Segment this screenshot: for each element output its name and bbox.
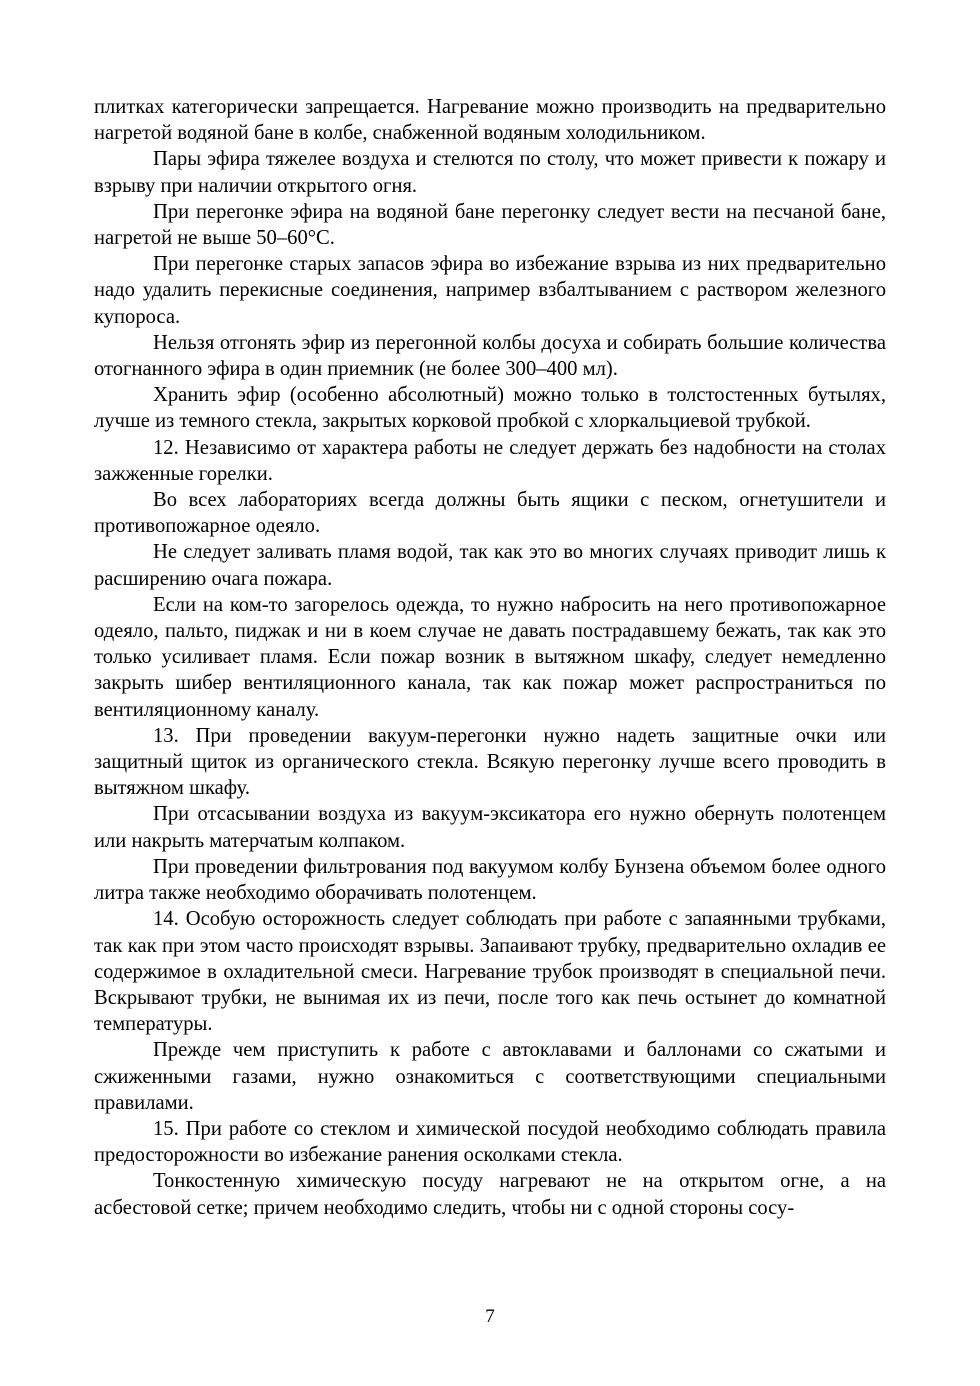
paragraph-ether-storage: Хранить эфир (особенно абсолютный) можно только в толстостенных бутылях, лучше из темного стекла, закрытых корковой пробкой с хлоркальциевой трубкой.: [94, 384, 886, 433]
paragraph-item-14: 14. Особую осторожность следует соблюдать при работе с запаянными трубками, так как при этом часто происходят взрывы. Запаивают трубку, предварительно охладив ее содержимое в охладительной смеси. Нагревание трубок производят в специальной печи. Вскрывают трубки, не вынимая их из печи, после того как печь остынет до комнатной температуры.: [94, 908, 886, 1036]
paragraph-ether-vapors: Пары эфира тяжелее воздуха и стелются по столу, что может привести к пожару и взрыву при наличии открытого огня.: [94, 148, 886, 197]
paragraph-no-water: Не следует заливать пламя водой, так как это во многих случаях приводит лишь к расширению очага пожара.: [94, 541, 886, 590]
paragraph-peroxides: При перегонке старых запасов эфира во избежание взрыва из них предварительно надо удалить перекисные соединения, например взбалтыванием с раствором железного купороса.: [94, 253, 886, 328]
paragraph-item-12: 12. Независимо от характера работы не следует держать без надобности на столах зажженные горелки.: [94, 436, 886, 485]
paragraph-fire-equipment: Во всех лабораториях всегда должны быть ящики с песком, огнетушители и противопожарное одеяло.: [94, 489, 886, 538]
paragraph-sand-bath: При перегонке эфира на водяной бане перегонку следует вести на песчаной бане, нагретой не выше 50–60°C.: [94, 200, 886, 250]
paragraph-bunsen-flask: При проведении фильтрования под вакуумом колбу Бунзена объемом более одного литра также необходимо оборачивать полотенцем.: [94, 855, 886, 905]
document-body: [94, 94, 886, 1221]
paragraph-distillation-limit: Нельзя отгонять эфир из перегонной колбы досуха и собирать большие количества отогнанного эфира в один приемник (не более 300–400 мл).: [94, 331, 886, 381]
paragraph-clothing-fire: Если на ком-то загорелось одежда, то нужно набросить на него противопожарное одеяло, пальто, пиджак и ни в коем случае не давать пострадавшему бежать, так как это только усиливает пламя. Если пожар возник в вытяжном шкафу, следует немедленно закрыть шибер вентиляционного канала, так как пожар может распространиться по вентиляционному каналу.: [94, 593, 886, 721]
page-number: 7: [485, 1306, 495, 1327]
paragraph-ether-heating: плитках категорически запрещается. Нагревание можно производить на предварительно нагретой водяной бане в колбе, снабженной водяным холодильником.: [94, 96, 886, 145]
paragraph-item-15: 15. При работе со стеклом и химической посудой необходимо соблюдать правила предосторожности во избежание ранения осколками стекла.: [94, 1117, 886, 1167]
paragraph-autoclaves: Прежде чем приступить к работе с автоклавами и баллонами со сжатыми и сжиженными газами, нужно ознакомиться с соответствующими специальными правилами.: [94, 1039, 886, 1114]
paragraph-vacuum-desiccator: При отсасывании воздуха из вакуум-эксикатора его нужно обернуть полотенцем или накрыть матерчатым колпаком.: [94, 803, 886, 852]
paragraph-item-13: 13. При проведении вакуум-перегонки нужно надеть защитные очки или защитный щиток из органического стекла. Всякую перегонку лучше всего проводить в вытяжном шкафу.: [94, 724, 886, 800]
paragraph-thin-glassware: Тонкостенную химическую посуду нагревают не на открытом огне, а на асбестовой сетке; причем необходимо следить, чтобы ни с одной стороны сосу-: [94, 1170, 886, 1219]
